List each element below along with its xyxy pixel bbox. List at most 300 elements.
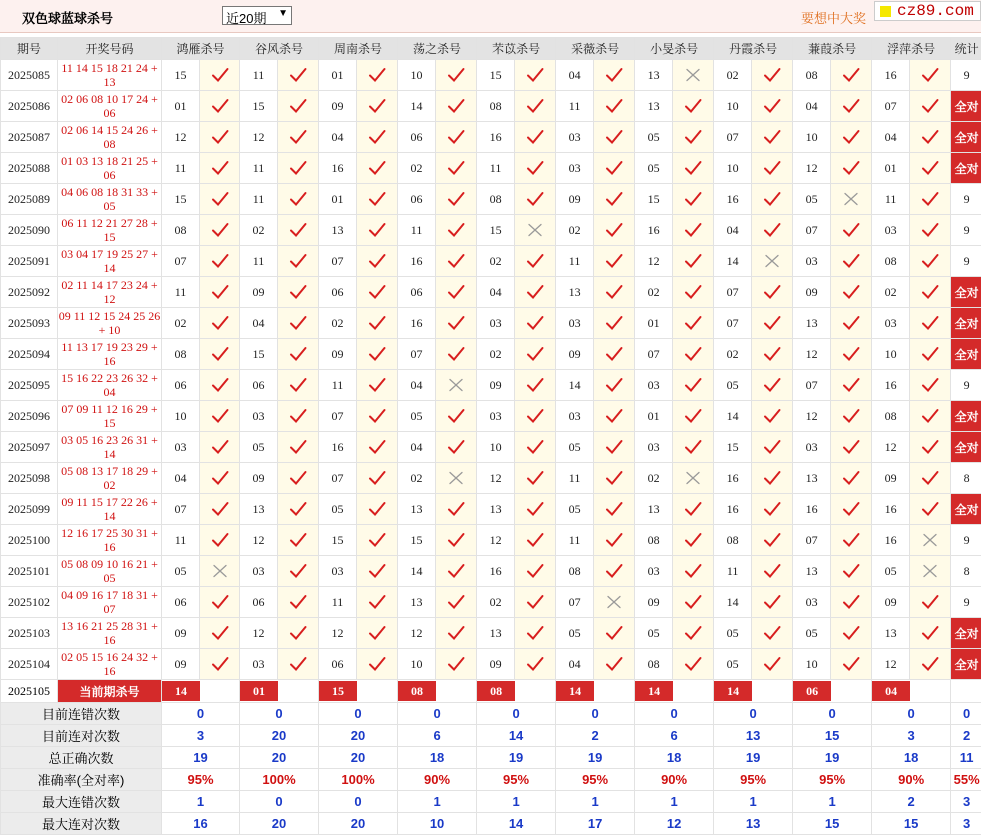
table-row	[1, 463, 981, 494]
check-icon	[763, 594, 781, 610]
kill-number-cell: 03	[319, 556, 357, 587]
check-icon	[289, 315, 307, 331]
kill-number-cell: 16	[872, 60, 910, 91]
current-kill-cell	[793, 680, 872, 703]
period-cell: 2025101	[1, 556, 58, 587]
check-icon	[211, 594, 229, 610]
kill-number-cell: 13	[477, 618, 515, 649]
kill-number-cell: 02	[635, 463, 673, 494]
site-logo[interactable]	[874, 1, 981, 21]
kill-number-cell: 04	[477, 277, 515, 308]
column-header: 丹霞杀号	[714, 38, 793, 60]
current-kill-cell	[398, 680, 477, 703]
summary-value: 3	[951, 813, 981, 835]
summary-value: 0	[319, 791, 398, 813]
result-mark-cell	[831, 432, 872, 463]
summary-value: 20	[319, 725, 398, 747]
check-icon	[289, 346, 307, 362]
result-mark-cell	[515, 401, 556, 432]
current-period-cell: 2025105	[1, 680, 58, 703]
kill-number-cell: 12	[793, 401, 831, 432]
check-icon	[526, 625, 544, 641]
check-icon	[842, 377, 860, 393]
summary-value: 0	[477, 703, 556, 725]
kill-number-cell: 02	[398, 153, 436, 184]
summary-value: 1	[556, 791, 635, 813]
stat-cell: 全对	[951, 91, 981, 122]
result-mark-cell	[673, 91, 714, 122]
blue-ball: 14	[104, 509, 116, 523]
red-balls: 02 06 14 15 24 26	[61, 123, 148, 137]
red-balls: 04 06 08 18 31 33	[61, 185, 148, 199]
kill-number-cell: 11	[556, 463, 594, 494]
kill-number-cell: 13	[319, 215, 357, 246]
result-mark-cell	[831, 246, 872, 277]
period-cell: 2025094	[1, 339, 58, 370]
period-cell: 2025090	[1, 215, 58, 246]
blue-ball: 06	[104, 106, 116, 120]
check-icon	[921, 470, 939, 486]
check-icon	[289, 191, 307, 207]
check-icon	[842, 67, 860, 83]
kill-number-cell: 08	[872, 401, 910, 432]
check-icon	[447, 284, 465, 300]
result-mark-cell	[436, 494, 477, 525]
kill-number-cell: 09	[793, 277, 831, 308]
kill-number-cell: 04	[556, 60, 594, 91]
check-icon	[211, 253, 229, 269]
result-mark-cell	[278, 308, 319, 339]
check-icon	[605, 439, 623, 455]
check-icon	[921, 408, 939, 424]
result-mark-cell	[831, 401, 872, 432]
current-kill-cell	[162, 680, 240, 703]
result-mark-cell	[278, 60, 319, 91]
result-mark-cell	[673, 525, 714, 556]
summary-value: 1	[477, 791, 556, 813]
stat-cell: 8	[951, 556, 981, 587]
check-icon	[211, 377, 229, 393]
result-mark-cell	[752, 277, 793, 308]
check-icon	[684, 284, 702, 300]
result-mark-cell	[910, 308, 951, 339]
result-mark-cell	[357, 494, 398, 525]
check-icon	[605, 315, 623, 331]
result-mark-cell	[910, 215, 951, 246]
result-mark-cell	[752, 91, 793, 122]
result-mark-cell	[594, 122, 635, 153]
kill-number-cell: 14	[398, 556, 436, 587]
kill-number-table	[0, 37, 981, 835]
check-icon	[763, 222, 781, 238]
kill-number-cell: 10	[793, 122, 831, 153]
check-icon	[368, 625, 386, 641]
check-icon	[921, 160, 939, 176]
summary-value: 0	[556, 703, 635, 725]
current-stat-cell	[951, 680, 981, 703]
table-row	[1, 432, 981, 463]
result-mark-cell	[436, 525, 477, 556]
stat-cell: 全对	[951, 308, 981, 339]
summary-value: 100%	[319, 769, 398, 791]
check-icon	[368, 501, 386, 517]
result-mark-cell	[278, 370, 319, 401]
result-mark-cell	[910, 432, 951, 463]
kill-number-cell: 07	[793, 215, 831, 246]
summary-value: 1	[162, 791, 240, 813]
check-icon	[684, 377, 702, 393]
kill-number-cell: 16	[872, 494, 910, 525]
result-mark-cell	[515, 184, 556, 215]
result-mark-cell	[200, 91, 240, 122]
check-icon	[211, 408, 229, 424]
period-cell: 2025103	[1, 618, 58, 649]
red-balls: 03 05 16 23 26 31	[61, 433, 148, 447]
result-mark-cell	[673, 153, 714, 184]
result-mark-cell	[910, 556, 951, 587]
current-kill-cell	[477, 680, 556, 703]
kill-number-cell: 14	[714, 587, 752, 618]
red-balls: 11 13 17 19 23 29	[61, 340, 148, 354]
summary-value: 0	[240, 703, 319, 725]
kill-number-cell: 07	[319, 246, 357, 277]
result-mark-cell	[436, 60, 477, 91]
result-mark-cell	[910, 587, 951, 618]
kill-number-cell: 09	[635, 587, 673, 618]
result-mark-cell	[673, 618, 714, 649]
result-mark-cell	[752, 525, 793, 556]
logo-square-icon	[880, 6, 891, 17]
result-mark-cell	[436, 91, 477, 122]
check-icon	[763, 346, 781, 362]
result-mark-cell	[831, 556, 872, 587]
check-icon	[921, 191, 939, 207]
draw-numbers-cell: 02 05 15 16 24 32 + 16	[58, 649, 162, 680]
check-icon	[763, 377, 781, 393]
check-icon	[921, 253, 939, 269]
summary-value: 20	[319, 747, 398, 769]
table-row	[1, 122, 981, 153]
result-mark-cell	[278, 246, 319, 277]
result-mark-cell	[673, 649, 714, 680]
result-mark-cell	[673, 494, 714, 525]
check-icon	[289, 129, 307, 145]
kill-number-cell: 03	[556, 308, 594, 339]
kill-number-cell: 12	[793, 339, 831, 370]
check-icon	[921, 501, 939, 517]
kill-number-cell: 02	[477, 246, 515, 277]
kill-number-cell: 05	[793, 618, 831, 649]
blue-ball: 05	[104, 571, 116, 585]
check-icon	[447, 439, 465, 455]
column-header: 谷风杀号	[240, 38, 319, 60]
result-mark-cell	[910, 246, 951, 277]
result-mark-cell	[594, 494, 635, 525]
result-mark-cell	[752, 649, 793, 680]
kill-number-cell: 10	[714, 91, 752, 122]
result-mark-cell	[831, 618, 872, 649]
summary-value: 3	[162, 725, 240, 747]
period-cell: 2025089	[1, 184, 58, 215]
result-mark-cell	[357, 215, 398, 246]
kill-number-cell: 03	[556, 153, 594, 184]
current-kill-number: 14	[162, 681, 200, 701]
period-cell: 2025091	[1, 246, 58, 277]
check-icon	[211, 625, 229, 641]
result-mark-cell	[594, 432, 635, 463]
red-balls: 09 11 15 17 22 26	[61, 495, 148, 509]
result-mark-cell	[594, 649, 635, 680]
current-kill-number: 04	[872, 681, 910, 701]
result-mark-cell	[594, 618, 635, 649]
blue-ball: 12	[104, 292, 116, 306]
check-icon	[842, 315, 860, 331]
check-icon	[921, 98, 939, 114]
result-mark-cell	[278, 618, 319, 649]
kill-number-cell: 06	[319, 277, 357, 308]
check-icon	[289, 98, 307, 114]
result-mark-cell	[436, 215, 477, 246]
kill-number-cell: 16	[477, 556, 515, 587]
cross-icon	[684, 67, 702, 83]
check-icon	[526, 501, 544, 517]
kill-number-cell: 04	[872, 122, 910, 153]
check-icon	[921, 625, 939, 641]
check-icon	[605, 625, 623, 641]
kill-number-cell: 14	[714, 401, 752, 432]
kill-number-cell: 09	[162, 618, 200, 649]
result-mark-cell	[200, 556, 240, 587]
check-icon	[526, 98, 544, 114]
check-icon	[684, 129, 702, 145]
check-icon	[921, 594, 939, 610]
kill-number-cell: 05	[635, 122, 673, 153]
summary-value: 0	[872, 703, 951, 725]
check-icon	[368, 470, 386, 486]
result-mark-cell	[357, 618, 398, 649]
check-icon	[447, 563, 465, 579]
top-bar	[0, 0, 981, 33]
period-cell: 2025100	[1, 525, 58, 556]
period-cell: 2025098	[1, 463, 58, 494]
result-mark-cell	[515, 618, 556, 649]
summary-row	[1, 769, 981, 791]
result-mark-cell	[910, 649, 951, 680]
table-row	[1, 494, 981, 525]
promo-link[interactable]: 要想中大奖	[801, 8, 866, 27]
kill-number-cell: 04	[398, 432, 436, 463]
table-row	[1, 308, 981, 339]
summary-value: 11	[951, 747, 981, 769]
kill-number-cell: 07	[319, 463, 357, 494]
result-mark-cell	[910, 618, 951, 649]
column-header: 蒹葭杀号	[793, 38, 872, 60]
result-mark-cell	[436, 556, 477, 587]
result-mark-cell	[200, 370, 240, 401]
column-header: 荡之杀号	[398, 38, 477, 60]
result-mark-cell	[278, 153, 319, 184]
check-icon	[368, 656, 386, 672]
check-icon	[684, 98, 702, 114]
result-mark-cell	[673, 463, 714, 494]
check-icon	[684, 160, 702, 176]
summary-label: 总正确次数	[1, 747, 162, 769]
logo-text: cz89.com	[897, 2, 974, 20]
blue-ball: 16	[104, 664, 116, 678]
draw-numbers-cell: 09 11 15 17 22 26 + 14	[58, 494, 162, 525]
kill-number-cell: 13	[793, 556, 831, 587]
kill-number-cell: 12	[240, 122, 278, 153]
result-mark-cell	[357, 60, 398, 91]
kill-number-cell: 06	[240, 370, 278, 401]
kill-number-cell: 06	[319, 649, 357, 680]
check-icon	[842, 470, 860, 486]
result-mark-cell	[515, 215, 556, 246]
red-balls: 09 11 12 15 24 25 26	[59, 309, 161, 323]
check-icon	[605, 470, 623, 486]
kill-number-cell: 01	[162, 91, 200, 122]
check-icon	[526, 377, 544, 393]
check-icon	[763, 315, 781, 331]
kill-number-cell: 03	[240, 401, 278, 432]
stat-cell: 9	[951, 215, 981, 246]
result-mark-cell	[515, 649, 556, 680]
summary-value: 0	[793, 703, 872, 725]
check-icon	[289, 532, 307, 548]
result-mark-cell	[200, 525, 240, 556]
page-title: 双色球蓝球杀号	[22, 8, 113, 27]
kill-number-cell: 05	[240, 432, 278, 463]
summary-value: 6	[398, 725, 477, 747]
table-row	[1, 370, 981, 401]
summary-value: 0	[162, 703, 240, 725]
current-kill-cell	[319, 680, 398, 703]
result-mark-cell	[357, 308, 398, 339]
period-cell: 2025099	[1, 494, 58, 525]
result-mark-cell	[357, 370, 398, 401]
result-mark-cell	[594, 525, 635, 556]
result-mark-cell	[752, 463, 793, 494]
summary-value: 20	[240, 813, 319, 835]
summary-value: 18	[635, 747, 714, 769]
kill-number-cell: 05	[793, 184, 831, 215]
result-mark-cell	[436, 246, 477, 277]
kill-number-cell: 16	[319, 153, 357, 184]
summary-value: 0	[635, 703, 714, 725]
result-mark-cell	[673, 215, 714, 246]
check-icon	[684, 563, 702, 579]
check-icon	[763, 501, 781, 517]
kill-number-cell: 04	[398, 370, 436, 401]
kill-number-cell: 11	[162, 277, 200, 308]
check-icon	[211, 67, 229, 83]
kill-number-cell: 03	[793, 587, 831, 618]
result-mark-cell	[200, 494, 240, 525]
result-mark-cell	[752, 494, 793, 525]
kill-number-cell: 05	[162, 556, 200, 587]
check-icon	[605, 501, 623, 517]
result-mark-cell	[515, 432, 556, 463]
result-mark-cell	[831, 649, 872, 680]
result-mark-cell	[357, 463, 398, 494]
check-icon	[447, 594, 465, 610]
summary-value: 17	[556, 813, 635, 835]
result-mark-cell	[278, 122, 319, 153]
check-icon	[842, 222, 860, 238]
result-mark-cell	[436, 587, 477, 618]
check-icon	[526, 160, 544, 176]
result-mark-cell	[357, 246, 398, 277]
check-icon	[921, 346, 939, 362]
check-icon	[447, 315, 465, 331]
summary-value: 18	[398, 747, 477, 769]
table-row	[1, 339, 981, 370]
kill-number-cell: 16	[398, 246, 436, 277]
check-icon	[684, 501, 702, 517]
check-icon	[921, 656, 939, 672]
result-mark-cell	[515, 370, 556, 401]
red-balls: 04 09 16 17 18 31	[61, 588, 148, 602]
result-mark-cell	[831, 122, 872, 153]
blue-ball: 14	[104, 261, 116, 275]
draw-numbers-cell: 11 14 15 18 21 24 + 13	[58, 60, 162, 91]
check-icon	[368, 160, 386, 176]
current-period-row	[1, 680, 981, 703]
stat-cell: 9	[951, 587, 981, 618]
kill-number-cell: 12	[872, 649, 910, 680]
kill-number-cell: 11	[162, 153, 200, 184]
result-mark-cell	[752, 122, 793, 153]
red-balls: 06 11 12 21 27 28	[61, 216, 148, 230]
summary-value: 3	[951, 791, 981, 813]
column-header: 浮萍杀号	[872, 38, 951, 60]
result-mark-cell	[515, 494, 556, 525]
check-icon	[921, 377, 939, 393]
kill-number-cell: 15	[240, 339, 278, 370]
kill-number-cell: 02	[477, 339, 515, 370]
check-icon	[605, 98, 623, 114]
kill-number-cell: 15	[240, 91, 278, 122]
check-icon	[289, 222, 307, 238]
check-icon	[368, 253, 386, 269]
kill-number-cell: 03	[240, 649, 278, 680]
check-icon	[526, 67, 544, 83]
result-mark-cell	[278, 91, 319, 122]
kill-number-cell: 12	[477, 463, 515, 494]
kill-number-cell: 02	[319, 308, 357, 339]
kill-number-cell: 13	[556, 277, 594, 308]
result-mark-cell	[357, 401, 398, 432]
check-icon	[684, 439, 702, 455]
current-kill-cell	[556, 680, 635, 703]
check-icon	[447, 129, 465, 145]
check-icon	[289, 501, 307, 517]
summary-value: 95%	[714, 769, 793, 791]
kill-number-cell: 08	[635, 525, 673, 556]
kill-number-cell: 08	[477, 184, 515, 215]
current-kill-number: 14	[714, 681, 752, 701]
kill-number-cell: 16	[872, 525, 910, 556]
result-mark-cell	[278, 277, 319, 308]
result-mark-cell	[752, 370, 793, 401]
period-range-select[interactable]	[222, 6, 292, 25]
kill-number-cell: 04	[240, 308, 278, 339]
result-mark-cell	[752, 432, 793, 463]
kill-number-cell: 10	[398, 649, 436, 680]
current-kill-number: 14	[556, 681, 594, 701]
summary-value: 95%	[477, 769, 556, 791]
summary-value: 19	[714, 747, 793, 769]
